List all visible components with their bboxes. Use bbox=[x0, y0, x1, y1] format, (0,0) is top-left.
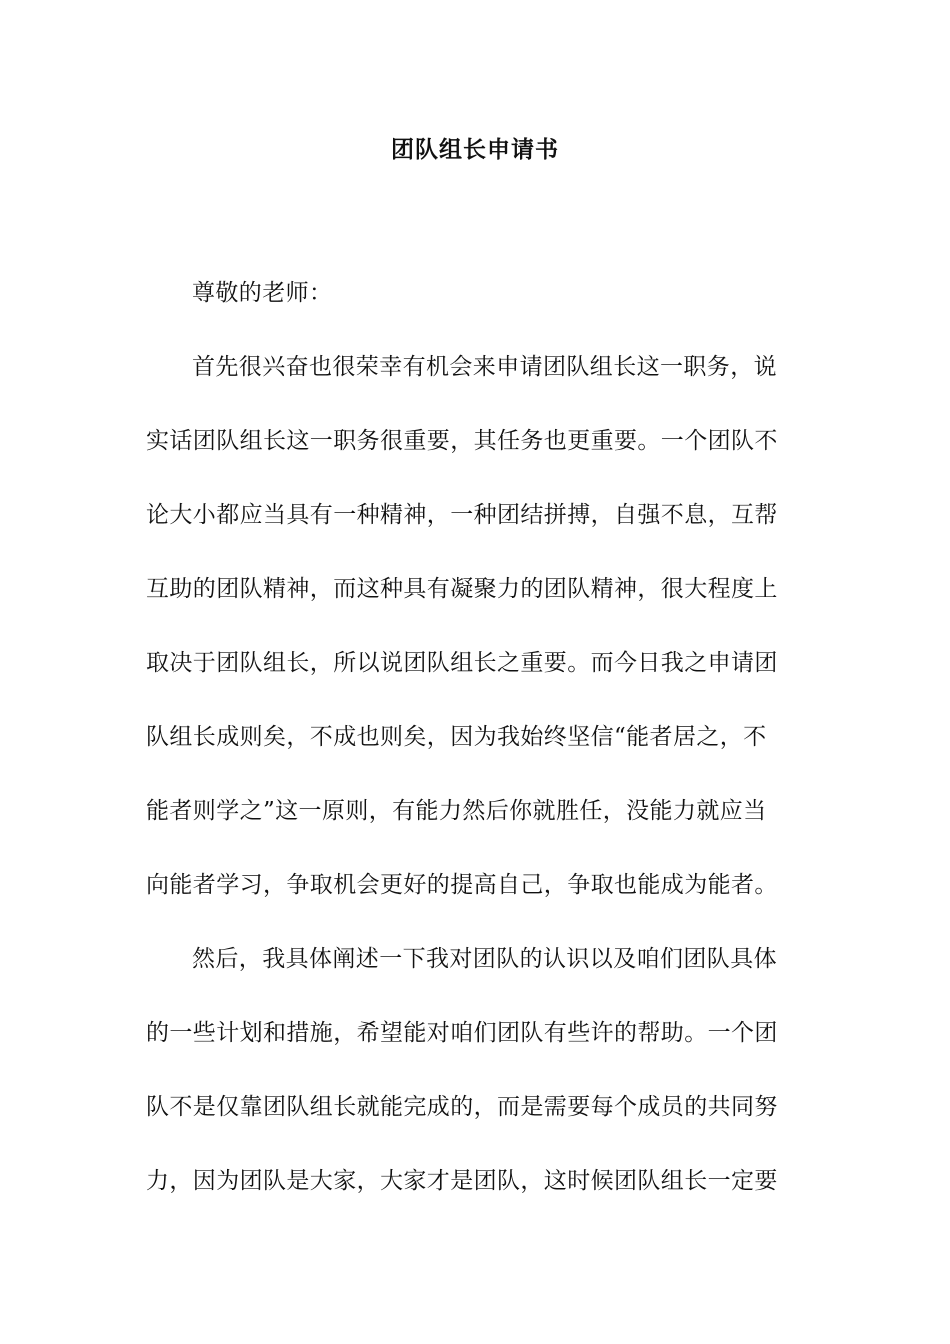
paragraph-line: 队不是仅靠团队组长就能完成的，而是需要每个成员的共同努 bbox=[146, 1094, 778, 1120]
paragraph-line: 队组长成则矣，不成也则矣，因为我始终坚信“能者居之，不 bbox=[146, 724, 767, 750]
paragraph-line: 首先很兴奋也很荣幸有机会来申请团队组长这一职务，说 bbox=[192, 354, 777, 380]
paragraph-line: 论大小都应当具有一种精神，一种团结拼搏，自强不息，互帮 bbox=[146, 502, 778, 528]
paragraph-line: 能者则学之”这一原则，有能力然后你就胜任，没能力就应当 bbox=[146, 798, 767, 824]
paragraph-line: 实话团队组长这一职务很重要，其任务也更重要。一个团队不 bbox=[146, 428, 778, 454]
document-title: 团队组长申请书 bbox=[391, 137, 559, 163]
paragraph-line: 然后，我具体阐述一下我对团队的认识以及咱们团队具体 bbox=[192, 946, 777, 972]
paragraph-line: 互助的团队精神，而这种具有凝聚力的团队精神，很大程度上 bbox=[146, 576, 778, 602]
paragraph-line: 的一些计划和措施，希望能对咱们团队有些许的帮助。一个团 bbox=[146, 1020, 778, 1046]
paragraph-line: 取决于团队组长，所以说团队组长之重要。而今日我之申请团 bbox=[146, 650, 778, 676]
salutation: 尊敬的老师： bbox=[192, 280, 333, 306]
document-body bbox=[146, 256, 806, 1218]
paragraph-line: 向能者学习，争取机会更好的提高自己，争取也能成为能者。 bbox=[146, 872, 778, 898]
paragraph-line: 力，因为团队是大家，大家才是团队，这时候团队组长一定要 bbox=[146, 1168, 778, 1194]
